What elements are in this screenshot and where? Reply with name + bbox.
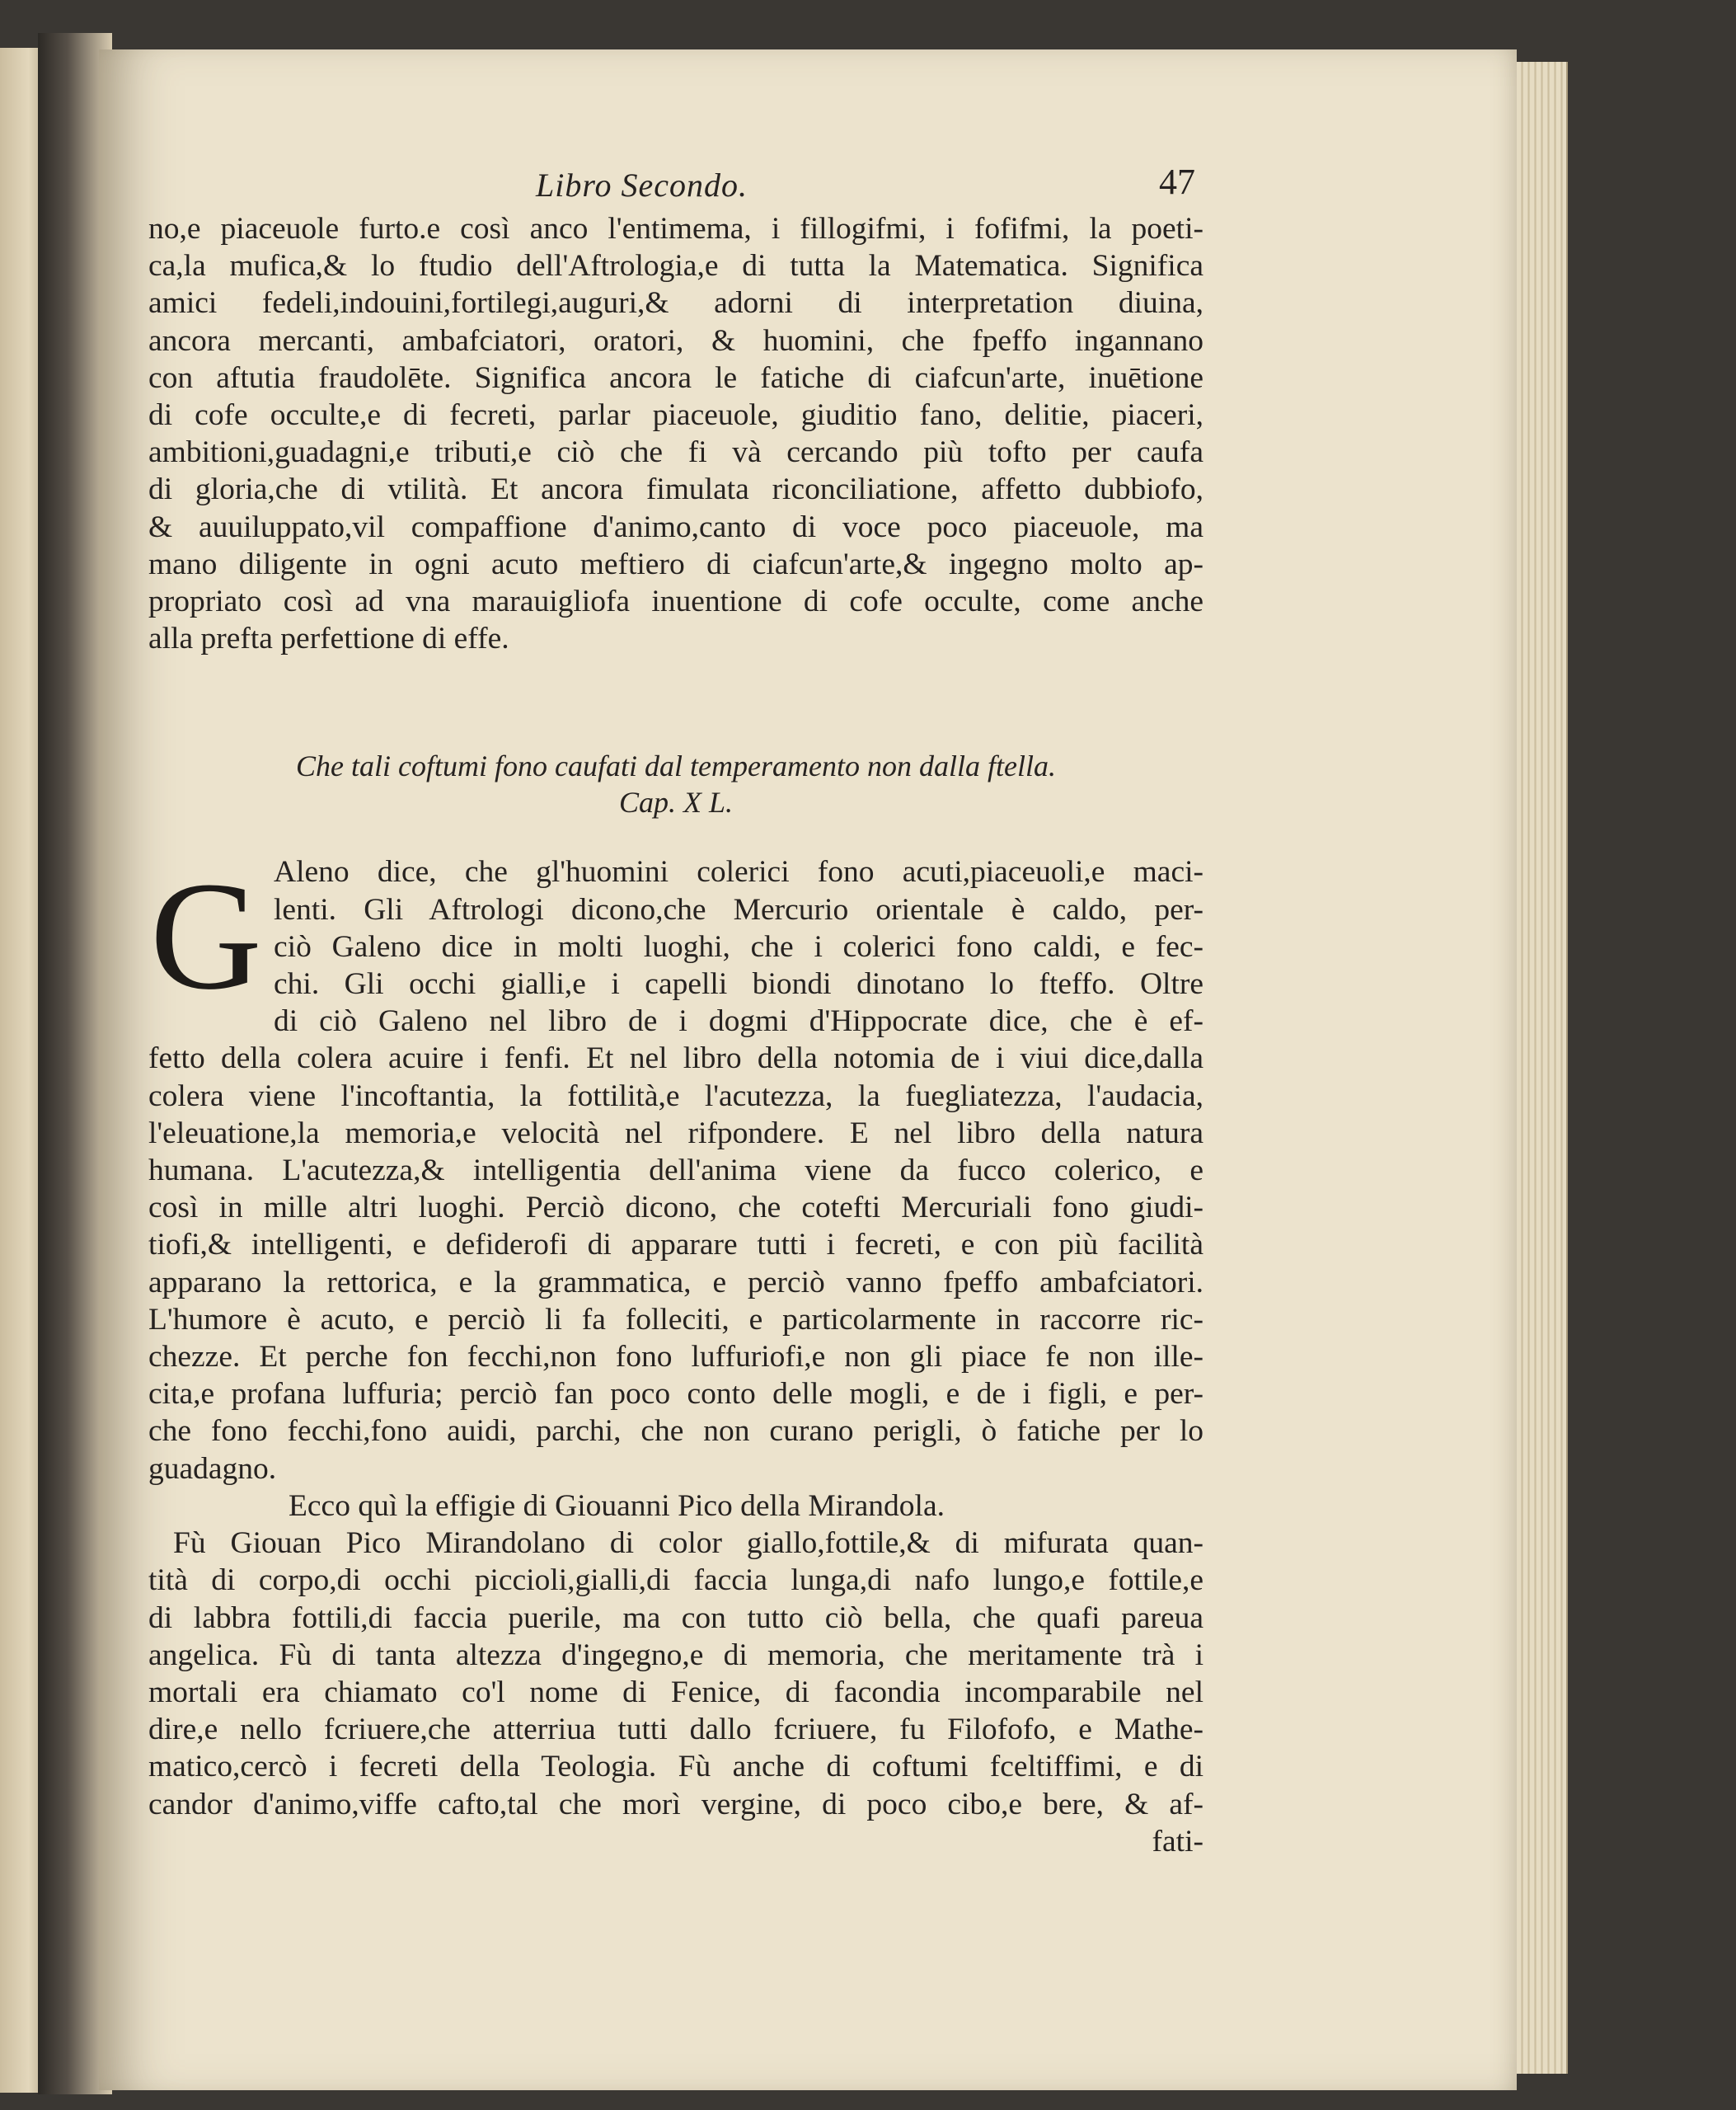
text-line: così in mille altri luoghi. Perciò dicono, che cotefti Mercuriali fono giudi- [148,1191,1203,1225]
text-line: di cofe occulte,e di fecreti, parlar piaceuole, giuditio fano, delitie, piaceri, [148,398,1203,433]
paragraph-1 [148,210,1203,657]
text-line: di labbra fottili,di faccia puerile, ma con tutto ciò bella, che quafi pareua [148,1600,1203,1635]
text-line: chezze. Et perche fon fecchi,non fono luffuriofi,e non gli piace fe non ille- [148,1340,1203,1375]
text-line: amici fedeli,indouini,fortilegi,auguri,& adorni di interpretation diuina, [148,286,1203,321]
page-text [148,161,1203,1860]
text-line: di ciò Galeno nel libro de i dogmi d'Hippocrate dice, che è ef- [274,1004,1203,1039]
text-line: ca,la mufica,& lo ftudio dell'Aftrologia,e di tutta la Matematica. Significa [148,249,1203,284]
text-line: ancora mercanti, ambafciatori, oratori, & huomini, che fpeffo ingannano [148,323,1203,358]
text-line: Fù Giouan Pico Mirandolano di color giallo,fottile,& di mifurata quan- [173,1526,1203,1561]
catchword: fati- [1152,1824,1203,1859]
text-line: mortali era chiamato co'l nome di Fenice, di facondia incomparabile nel [148,1675,1203,1709]
text-line: tiofi,& intelligenti, e defiderofi di apparare tutti i fecreti, e con più facilità [148,1228,1203,1262]
text-line: lenti. Gli Aftrologi dicono,che Mercurio orientale è caldo, per- [274,892,1203,927]
chapter-heading [148,748,1203,820]
text-line: angelica. Fù di tanta altezza d'ingegno,e di memoria, che meritamente trà i [148,1638,1203,1672]
text-line: & auuiluppato,vil compaffione d'animo,canto di voce poco piaceuole, ma [148,510,1203,544]
text-line: dire,e nello fcriuere,che atterriua tutti dallo fcriuere, fu Filofofo, e Mathe- [148,1713,1203,1747]
page-number: 47 [1159,162,1195,202]
running-head-title: Libro Secondo. [536,167,748,204]
text-line: ciò Galeno dice in molti luoghi, che i colerici fono caldi, e fec- [274,929,1203,964]
text-line: humana. L'acutezza,& intelligentia dell'anima viene da fucco colerico, e [148,1154,1203,1188]
text-line: con aftutia fraudolēte. Significa ancora le fatiche di ciafcun'arte, inuētione [148,360,1203,395]
drop-cap: G [150,849,262,1022]
text-line: colera viene l'incoftantia, la fottilità,e l'acutezza, la fuegliatezza, l'audacia, [148,1078,1203,1113]
text-line: chi. Gli occhi gialli,e i capelli biondi dinotano lo fteffo. Oltre [274,967,1203,1002]
running-head [148,161,1203,210]
text-line: l'eleuatione,la memoria,e velocità nel rifpondere. E nel libro della natura [148,1116,1203,1150]
text-line: candor d'animo,viffe cafto,tal che morì vergine, di poco cibo,e bere, & af- [148,1787,1203,1821]
chapter-title: Che tali coftumi fono caufati dal temperamento non dalla ftella. [296,750,1056,783]
text-line: apparano la rettorica, e la grammatica, e perciò vanno fpeffo ambafciatori. [148,1265,1203,1299]
portrait-caption: Ecco quì la effigie di Giouanni Pico della Mirandola. [289,1488,945,1523]
page-stack-edges [1517,62,1568,2074]
paragraph-2 [148,849,1203,1859]
text-line: matico,cercò i fecreti della Teologia. Fù anche di coftumi fceltiffimi, e di [148,1750,1203,1784]
text-line: fetto della colera acuire i fenfi. Et nel libro della notomia de i viui dice,dalla [148,1041,1203,1076]
text-line: di gloria,che di vtilità. Et ancora fimulata riconciliatione, affetto dubbiofo, [148,472,1203,507]
text-line: L'humore è acuto, e perciò li fa folleciti, e particolarmente in raccorre ric- [148,1302,1203,1337]
text-line: cita,e profana luffuria; perciò fan poco conto delle mogli, e de i figli, e per- [148,1377,1203,1412]
chapter-number: Cap. X L. [618,786,734,820]
text-line: tità di corpo,di occhi piccioli,gialli,di faccia lunga,di nafo lungo,e fottile,e [148,1563,1203,1598]
text-line: alla prefta perfettione di effe. [148,622,509,656]
text-line: mano diligente in ogni acuto meftiero di ciafcun'arte,& ingegno molto ap- [148,547,1203,581]
text-line: ambitioni,guadagni,e tributi,e ciò che fi và cercando più tofto per caufa [148,435,1203,470]
text-line: no,e piaceuole furto.e così anco l'entimema, i fillogifmi, i fofifmi, la poeti- [148,212,1203,246]
text-line: che fono fecchi,fono auidi, parchi, che non curano perigli, ò fatiche per lo [148,1414,1203,1449]
text-line: guadagno. [148,1451,277,1486]
text-line: Aleno dice, che gl'huomini colerici fono acuti,piaceuoli,e maci- [274,855,1203,890]
text-line: propriato così ad vna marauigliofa inuentione di cofe occulte, come anche [148,585,1203,619]
